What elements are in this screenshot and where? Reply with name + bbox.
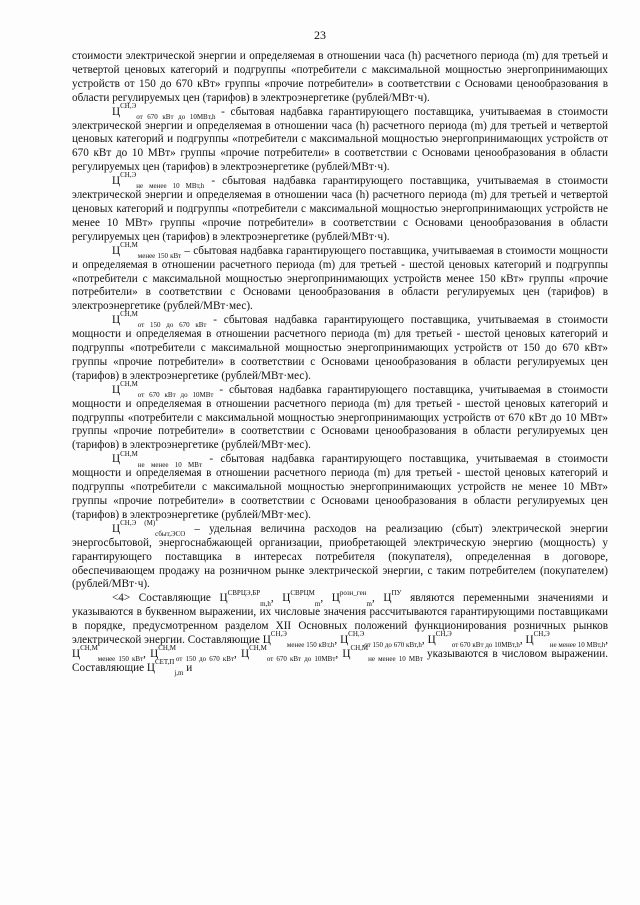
formula-symbol: $Ц^{СН,М}_{менее 150 кВт}$ xyxy=(112,240,182,260)
formula-symbol: $Ц^{СН,Э}_{от 150 до 670 кВт,h}$ xyxy=(340,630,422,650)
formula-symbol: $Ц^{СН,М}_{не менее 10 МВт}$ xyxy=(342,644,423,664)
paragraph-4: $Ц^{СН,М}_{от 150 до 670 кВт}$ - сбытовая надбавка гарантирующего поставщика, учитываемая в стоимости мощности и определяемая в отношении расчетного периода (m) для третьей - шестой ценовых категорий и подгруппы «потребители с максимальной мощностью энергопринимающих устройств от 150 до 670 кВт» группы «прочие потребители» в соответствии с Основами ценообразования в области регулируемых цен (тарифов) в электроэнергетике (рублей/МВт·мес). xyxy=(72,310,608,382)
paragraph-6: $Ц^{СН,М}_{не менее 10 МВт}$ - сбытовая надбавка гарантирующего поставщика, учитываемая в стоимости мощности и определяемая в отношении расчетного периода (m) для третьей - шестой ценовых категорий и подгруппы «потребители с максимальной мощностью энергопринимающих устройств не менее 10 МВт» группы «прочие потребители» в соответствии с Основами ценообразования в области регулируемых цен (тарифов) в электроэнергетике (рублей/МВт·мес). xyxy=(72,449,608,521)
formula-symbol: $Ц^{СН,Э}_{не менее 10 МВт,h}$ xyxy=(525,630,606,650)
formula-symbol: $Ц^{СН,Э (М)}_{сбыт,ЭСО}$ xyxy=(112,519,186,539)
note-4-paragraph: <4> Составляющие $Ц^{СВРЦЭ,БР}_{m,h}$, $Ц^{СВРЦМ}_m$, $Ц^{розн\_ген}_m$, $Ц^{ПУ}$ являются переменными значениями и указываются в буквенном выражении, их числовые значения рассчитываются гарантирующими поставщиками в порядке, предусмотренном разделом XII Основных положений функционирования розничных рынков электрической энергии. Составляющие $Ц^{СН,Э}_{менее 150 кВт,h}$, $Ц^{СН,Э}_{от 150 до 670 кВт,h}$, $Ц^{СН,Э}_{от 670 кВт до 10МВт,h}$, $Ц^{СН,Э}_{не менее 10 МВт,h}$, $Ц^{СН,М}_{менее 150 кВт}$, $Ц^{СН,М}_{от 150 до 670 кВт}$, $Ц^{СН,М}_{от 670 кВт до 10МВт}$, $Ц^{СН,М}_{не менее 10 МВт}$ указываются в числовом выражении. Составляющие $Ц^{СЕТ,П}_{j,m}$ и xyxy=(72,588,609,678)
formula-symbol: $Ц^{СН,М}_{менее 150 кВт}$ xyxy=(72,644,144,664)
formula-symbol: $Ц^{ПУ}$ xyxy=(383,588,402,605)
formula-symbol: $Ц^{СН,М}_{от 670 кВт до 10МВт}$ xyxy=(112,380,214,399)
formula-symbol: $Ц^{СН,Э}_{от 670 кВт до 10МВт,h}$ xyxy=(427,630,520,650)
paragraph-3: $Ц^{СН,М}_{менее 150 кВт}$ – сбытовая надбавка гарантирующего поставщика, учитываемая в стоимости мощности и определяемая в отношении расчетного периода (m) для третьей - шестой ценовых категорий и подгруппы «потребители с максимальной мощностью энергопринимающих устройств менее 150 кВт» группы «прочие потребители» в соответствии с Основами ценообразования в области регулируемых цен (тарифов) в электроэнергетике (рублей/МВт·мес). xyxy=(72,240,608,313)
formula-symbol: $Ц^{СН,Э}_{от 670 кВт до 10МВт,h}$ xyxy=(112,101,216,121)
formula-symbol: $Ц^{розн\_ген}_m$ xyxy=(331,588,372,608)
paragraph-0: стоимости электрической энергии и определяемая в отношении часа (h) расчетного периода (m) для третьей и четвертой ценовых категорий и подгруппы «потребители с максимальной мощностью энергопринимающих устройств от 150 до 670 кВт» группы «прочие потребители» в соответствии с Основами ценообразования в области регулируемых цен (тарифов) в электроэнергетике (рублей/МВт·ч). xyxy=(72,50,608,104)
paragraph-2: $Ц^{СН,Э}_{не менее 10 МВт,h}$ - сбытовая надбавка гарантирующего поставщика, учитываемая в стоимости электрической энергии и определяемая в отношении часа (h) расчетного периода (m) для третьей и четвертой ценовых категорий и подгруппы «потребители с максимальной мощностью энергопринимающих устройств не менее 10 МВт» группы «прочие потребители» в соответствии с Основами ценообразования в области регулируемых цен (тарифов) в электроэнергетике (рублей/МВт·ч). xyxy=(72,171,608,243)
formula-symbol: $Ц^{СВРЦЭ,БР}_{m,h}$ xyxy=(219,588,271,608)
paragraph-1: $Ц^{СН,Э}_{от 670 кВт до 10МВт,h}$ - сбытовая надбавка гарантирующего поставщика, учитываемая в стоимости электрической энергии и определяемая в отношении часа (h) расчетного периода (m) для третьей и четвертой ценовых категорий и подгруппы «потребители с максимальной мощностью энергопринимающих устройств от 670 кВт до 10 МВт» группы «прочие потребители» в соответствии с Основами ценообразования в области регулируемых цен (тарифов) в электроэнергетике (рублей/МВт·ч). xyxy=(72,101,608,174)
formula-symbol: $Ц^{СН,Э}_{менее 150 кВт,h}$ xyxy=(262,630,335,650)
paragraph-7: $Ц^{СН,Э (М)}_{сбыт,ЭСО}$ – удельная величина расходов на реализацию (сбыт) электрической энергии энергосбытовой, энергоснабжающей организации, приобретающей электрическую энергию (мощность) у гарантирующего поставщика в интересах потребителя (покупателя), определенная в договоре, обеспечивающем продажу на розничном рынке электрической энергии, с таким потребителем (покупателем) (рублей/МВт·ч). xyxy=(72,519,609,591)
formula-symbol: $Ц^{СН,Э}_{не менее 10 МВт,h}$ xyxy=(112,171,205,191)
document-body xyxy=(72,50,608,676)
formula-symbol: $Ц^{СЕТ,П}_{j,m}$ xyxy=(146,658,184,678)
formula-symbol: $Ц^{СН,М}_{от 670 кВт до 10МВт}$ xyxy=(241,644,336,664)
paragraph-5: $Ц^{СН,М}_{от 670 кВт до 10МВт}$ - сбытовая надбавка гарантирующего поставщика, учитываемая в стоимости мощности и определяемая в отношении расчетного периода (m) для третьей - шестой ценовых категорий и подгруппы «потребители с максимальной мощностью энергопринимающих устройств от 670 кВт до 10 МВт» группы «прочие потребители» в соответствии с Основами ценообразования в области регулируемых цен (тарифов) в электроэнергетике (рублей/МВт·мес). xyxy=(72,380,608,452)
formula-symbol: $Ц^{СН,М}_{не менее 10 МВт}$ xyxy=(112,449,203,469)
formula-symbol: $Ц^{СН,М}_{от 150 до 670 кВт}$ xyxy=(112,310,207,330)
formula-symbol: $Ц^{СВРЦМ}_m$ xyxy=(282,588,321,608)
page-number: 23 xyxy=(314,28,326,42)
formula-symbol: $Ц^{СН,М}_{от 150 до 670 кВт}$ xyxy=(150,644,235,664)
